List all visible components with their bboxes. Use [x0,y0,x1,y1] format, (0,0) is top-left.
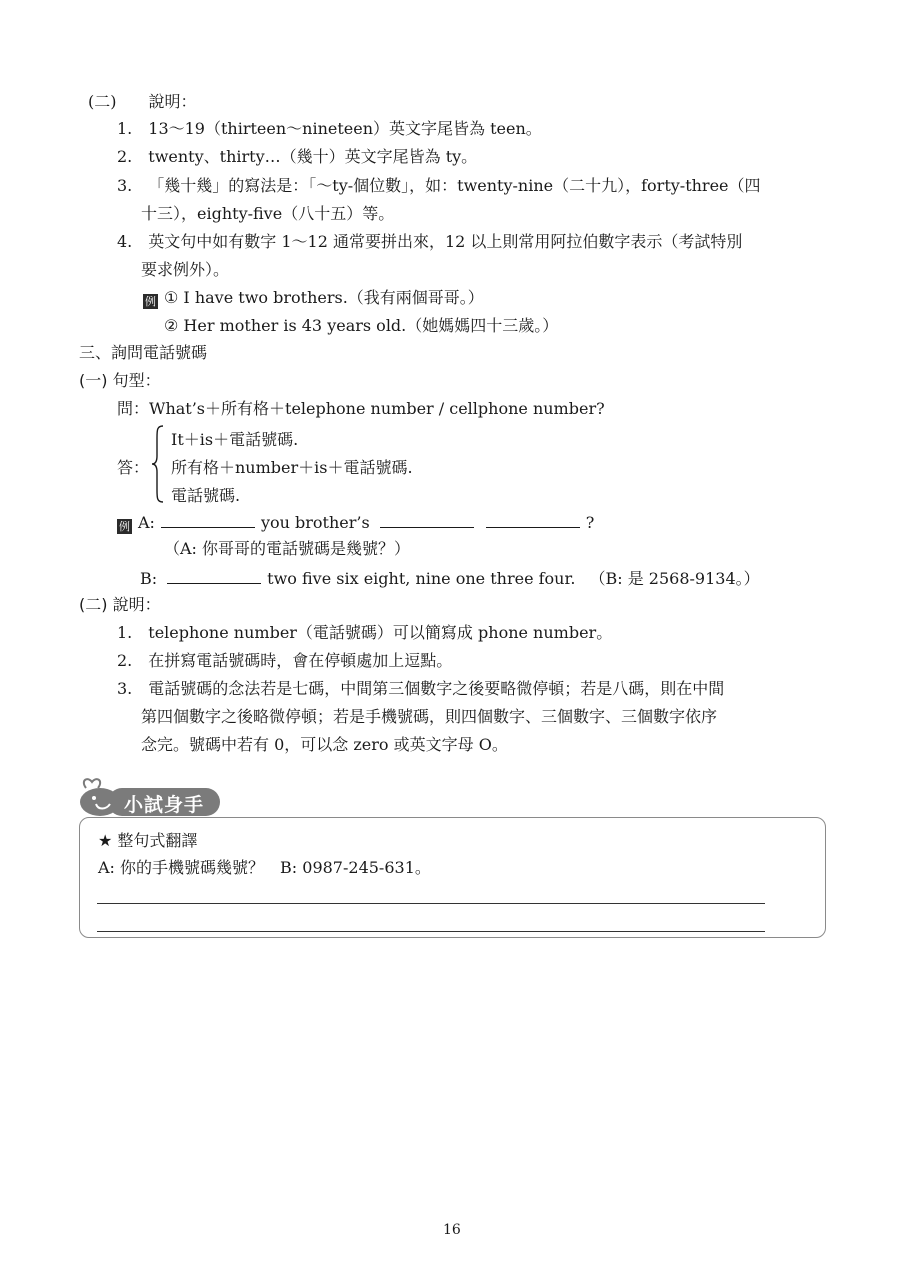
example-icon: 例 [119,520,130,533]
task-title: ★ 整句式翻譯 [98,831,198,850]
explain-item-3: 3. 「幾十幾」的寫法是：「～ty-個位數」，如：twenty-nine（二十九），forty-three（四 [117,176,761,195]
blank-4[interactable] [167,567,261,584]
example-1-text: ① I have two brothers.（我有兩個哥哥。） [164,288,484,307]
task-question: A: 你的手機號碼幾號？ B: 0987-245-631。 [98,858,431,877]
blank-3[interactable] [486,511,580,528]
answer-pattern-1: It＋is＋電話號碼. [171,430,299,449]
example-a-mid: you brother’s [260,513,370,532]
blank-1[interactable] [161,511,255,528]
example-b [140,567,760,589]
example-a-speaker: A: [138,513,155,532]
example-a-end: ? [585,513,595,532]
explain-item-3-cont: 十三），eighty-five（八十五）等。 [141,204,395,223]
example-b-text: two five six eight, nine one three four. [267,569,576,588]
notes-heading: (二) 說明： [79,595,161,614]
example-b-speaker: B: [140,569,158,588]
note-2: 2. 在拼寫電話號碼時，會在停頓處加上逗點。 [117,651,453,670]
explain-item-4-cont: 要求例外）。 [141,260,230,279]
note-3-cont-2: 念完。號碼中若有 0，可以念 zero 或英文字母 O。 [141,735,508,754]
answer-pattern-2: 所有格＋number＋is＋電話號碼. [171,458,413,477]
explain-item-1: 1. 13～19（thirteen～nineteen）英文字尾皆為 teen。 [117,119,542,138]
note-1: 1. telephone number（電話號碼）可以簡寫成 phone number。 [117,623,613,642]
question-pattern: 問：What’s＋所有格＋telephone number / cellphone number? [117,399,605,418]
blank-2[interactable] [380,511,474,528]
answer-pattern-3: 電話號碼. [171,486,241,505]
example-a [117,511,594,534]
explain-item-2: 2. twenty、thirty…（幾十）英文字尾皆為 ty。 [117,147,478,166]
pattern-heading: (一) 句型： [79,371,161,390]
answer-line-2[interactable] [97,931,765,932]
example-1 [143,288,484,309]
practice-badge-label: 小試身手 [124,794,205,816]
explain-item-4: 4. 英文句中如有數字 1～12 通常要拼出來，12 以上則常用阿拉伯數字表示（考試特別 [117,232,743,251]
example-icon: 例 [145,295,156,308]
page-number: 16 [443,1222,461,1238]
answer-label: 答： [117,458,150,477]
note-3-cont-1: 第四個數字之後略微停頓；若是手機號碼，則四個數字、三個數字、三個數字依序 [141,707,718,726]
explain-heading: (二) 說明： [88,92,197,111]
example-a-translation: （A: 你哥哥的電話號碼是幾號？） [164,539,411,558]
answer-patterns [117,424,457,506]
answer-line-1[interactable] [97,903,765,904]
example-b-translation: （B: 是 2568-9134。） [589,569,760,588]
brace-icon [151,424,165,504]
section-title: 三、詢問電話號碼 [79,343,208,362]
example-2: ② Her mother is 43 years old.（她媽媽四十三歲。） [164,316,559,335]
note-3: 3. 電話號碼的念法若是七碼，中間第三個數字之後要略微停頓；若是八碼，則在中間 [117,679,725,698]
